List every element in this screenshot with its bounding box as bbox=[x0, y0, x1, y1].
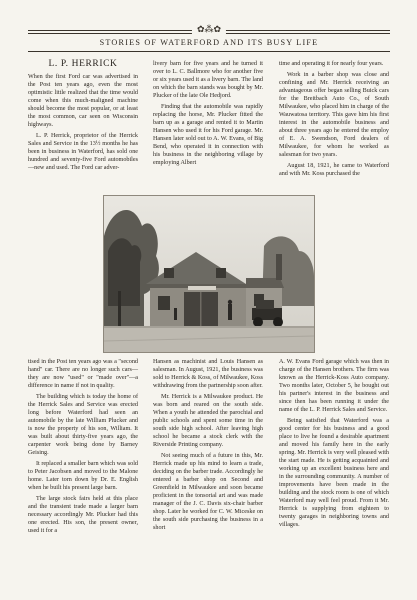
bottom-column-3 bbox=[279, 358, 389, 532]
paragraph: livery barn for five years and he turned it over to L. C. Ballmore who for another five or six years used it as a livery barn. The land on which the barn stands was bought by Mr. Plucker of the late Ole Hedjord. bbox=[153, 61, 263, 99]
top-column-3 bbox=[279, 60, 389, 181]
running-head: STORIES OF WATERFORD AND ITS BUSY LIFE bbox=[99, 38, 319, 47]
bottom-column-1 bbox=[28, 358, 138, 538]
top-column-1 bbox=[28, 60, 138, 175]
bottom-column-2 bbox=[153, 358, 263, 535]
paragraph: Work in a barber shop was close and confining and Mr. Herrick receiving an advantageous offer began selling Buick cars for the Breitbach Auto Co., of South Milwaukee, who placed him in charge of the Wauwatosa territory. This gave him his first interest in the automobile business and about three years ago he entered the employ of E. A. Swendson, Ford dealers of Milwaukee, for whom he worked as salesman for two years. bbox=[279, 72, 389, 158]
paragraph: When the first Ford car was advertised in the Post ten years ago, even the most optimistic little realized that the time would come when this much-maligned machine should become the most popular, or at least the most common, car seen on Wisconsin highways. bbox=[28, 74, 138, 128]
article-title: L. P. HERRICK bbox=[48, 59, 118, 69]
paragraph: tised in the Post ten years ago was a "second hand" car. There are no longer such cars—they are now "used" or "made over"—a difference in name if not in quality. bbox=[28, 359, 138, 389]
top-column-2 bbox=[153, 60, 263, 170]
paragraph: Hansen as machinist and Louis Hansen as salesman. In August, 1921, the business was sold to Herrick & Koss, of Milwaukee, Koss withdrawing from the partnership soon after. bbox=[153, 359, 263, 389]
paragraph: A. W. Evans Ford garage which was then in charge of the Hansen brothers. The firm was known as the Herrick-Koss Auto company. Two months later, October 5, he bought out his partner's interest in the business and since then has been running it under the name of the L. P. Herrick Sales and Service. bbox=[279, 359, 389, 413]
header-rule-bottom bbox=[28, 51, 390, 52]
paragraph: It replaced a smaller barn which was sold to Peter Jacobsen and moved to the Malone home. Later torn down by Dr. E. English when he built his present large barn. bbox=[28, 461, 138, 491]
garage-building-illustration bbox=[104, 196, 314, 352]
ornament-scroll-icon: ✿⁂✿ bbox=[192, 24, 226, 34]
paragraph: Mr. Herrick is a Milwaukee product. He was born and reared on the south side. When a youth he attended the parochial and public schools and spent some time in the south side high school. After leaving high school he became a stock clerk with the Riverside Printing company. bbox=[153, 394, 263, 448]
page-header bbox=[28, 24, 390, 52]
paragraph: Not seeing much of a future in this, Mr. Herrick made up his mind to learn a trade, deciding on the barber trade. Accordingly he entered a barber shop on Second and Greenfield in Milwaukee and soon became proficient in the tonsorial art and was made manager of the J. C. Davis six-chair barber shop. Later he worked for C. W. Miceske on the south side purchasing the business in a short bbox=[153, 453, 263, 531]
paragraph: The large stock fairs held at this place and the transient trade made a larger barn necessary accordingly Mr. Plucker had this one erected. His son, the present owner, used it for a bbox=[28, 496, 138, 534]
paragraph: Being satisfied that Waterford was a good center for his business and a good place to live he found a desirable apartment and moved his family here in the early spring. Mr. Herrick is very well pleased with the start made. He is getting acquainted and working up an excellent business here and in the surrounding community. A number of improvements have been made in the building and the stock room is one of which Waterford may well feel proud. From it Mr. Herrick is supplying from eighteen to twenty garages in neighboring towns and villages. bbox=[279, 418, 389, 528]
garage-photograph bbox=[103, 195, 315, 353]
paragraph: time and operating it for nearly four years. bbox=[279, 61, 384, 67]
paragraph: Finding that the automobile was rapidly replacing the horse, Mr. Plucker fitted the barn up as a garage and rented it to Martin Hansen who used it for his Ford garage. Mr. Hansen later sold out to A. W. Evans, of Big Bend, who operated it in connection with his business in the neighboring village by employing Albert bbox=[153, 104, 263, 166]
paragraph: The building which is today the home of the Herrick Sales and Service was erected long before Waterford had seen an automobile by the late William Plucker and is now the property of his son, William. It was built about thirty-five years ago, the carpenter work being done by Barney Geising. bbox=[28, 394, 138, 456]
paragraph: August 18, 1921, he came to Waterford and with Mr. Koss purchased the bbox=[279, 163, 389, 177]
paragraph: L. P. Herrick, proprietor of the Herrick Sales and Service in the 13½ months he has been in business in Waterford, has sold one hundred and seventy-five Ford automobiles—new and used. The Ford car adver- bbox=[28, 133, 138, 171]
